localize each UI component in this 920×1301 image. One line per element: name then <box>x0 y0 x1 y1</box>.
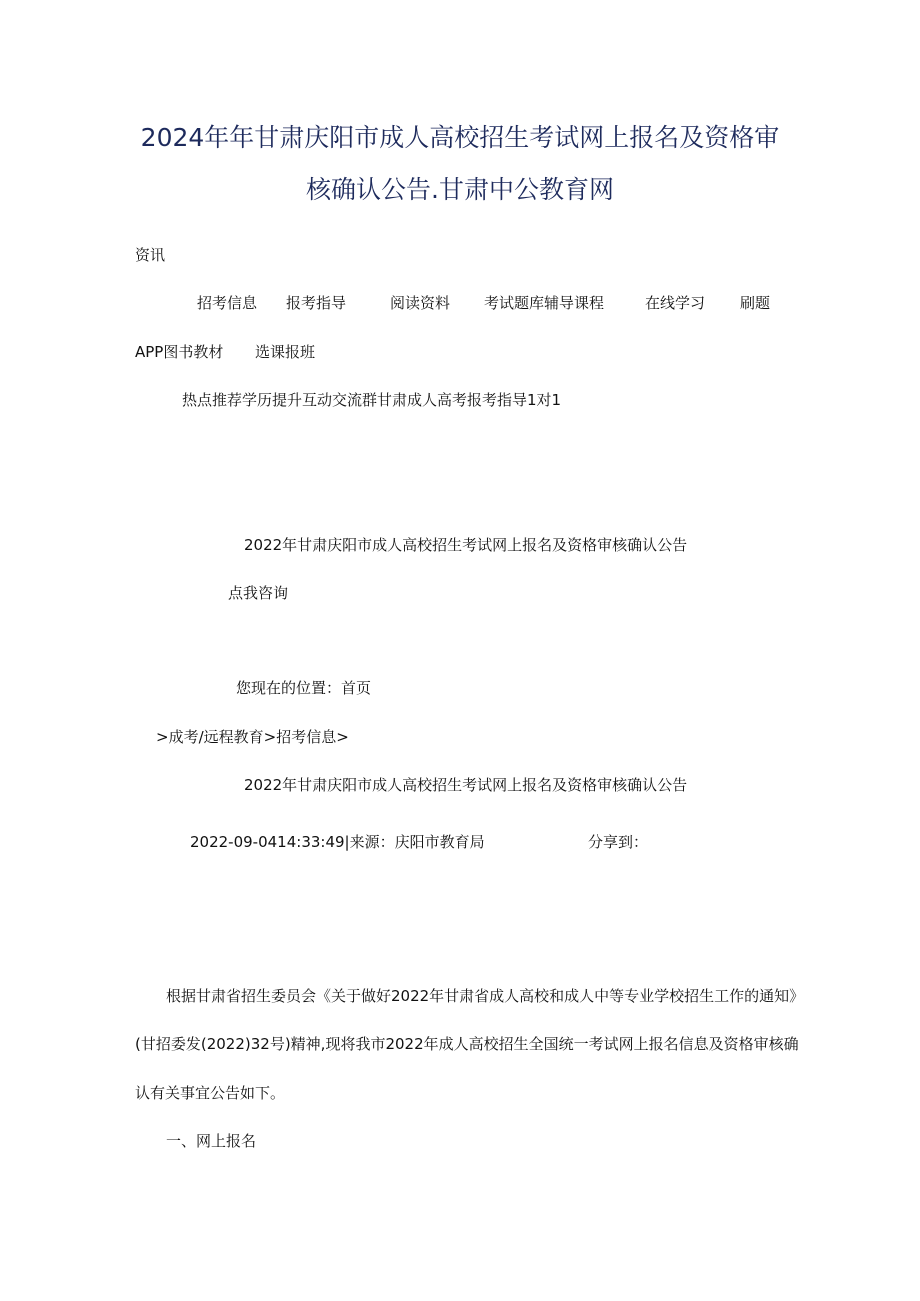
title-line-1: 2024年年甘肃庆阳市成人高校招生考试网上报名及资格审 <box>140 123 780 152</box>
nav-item-zaixian-xuexi[interactable]: 在线学习 <box>645 294 706 312</box>
title-line-2: 核确认公告.甘肃中公教育网 <box>306 175 614 204</box>
nav-item-baokao-zhidao[interactable]: 报考指导 <box>286 294 347 312</box>
share-label: 分享到： <box>588 833 649 851</box>
article-date-source: 2022-09-0414:33:49|来源：庆阳市教育局 <box>190 833 485 851</box>
nav-zixun[interactable]: 资讯 <box>135 246 166 264</box>
nav-item-zhaokao-xinxi[interactable]: 招考信息 <box>197 294 258 312</box>
nav-item-yuedu-ziliao[interactable]: 阅读资料 <box>390 294 451 312</box>
nav-item-xuanke[interactable]: 选课报班 <box>255 343 316 361</box>
section-heading-1: 一、网上报名 <box>166 1132 257 1150</box>
article-title: 2022年甘肃庆阳市成人高校招生考试网上报名及资格审核确认公告 <box>244 776 688 794</box>
nav-item-kaoshi-tiku[interactable]: 考试题库辅导课程 <box>484 294 605 312</box>
breadcrumb-path[interactable]: >成考/远程教育>招考信息> <box>156 728 349 746</box>
nav-item-app-books[interactable]: APP图书教材 <box>135 343 224 361</box>
paragraph-1-line-1: 根据甘肃省招生委员会《关于做好2022年甘肃省成人高校和成人中等专业学校招生工作的通知》 <box>166 987 805 1005</box>
paragraph-1-line-3: 认有关事宜公告如下。 <box>135 1084 286 1102</box>
breadcrumb-label[interactable]: 您现在的位置：首页 <box>236 679 372 697</box>
paragraph-1-line-2: (甘招委发(2022)32号)精神,现将我市2022年成人高校招生全国统一考试网上报名信息及资格审核确 <box>135 1035 799 1053</box>
article-heading: 2022年甘肃庆阳市成人高校招生考试网上报名及资格审核确认公告 <box>244 536 688 554</box>
nav-item-shuati[interactable]: 刷题 <box>740 294 771 312</box>
consult-link[interactable]: 点我咨询 <box>228 584 289 602</box>
hot-recommend-link[interactable]: 热点推荐学历提升互动交流群甘肃成人高考报考指导1对1 <box>182 391 562 409</box>
